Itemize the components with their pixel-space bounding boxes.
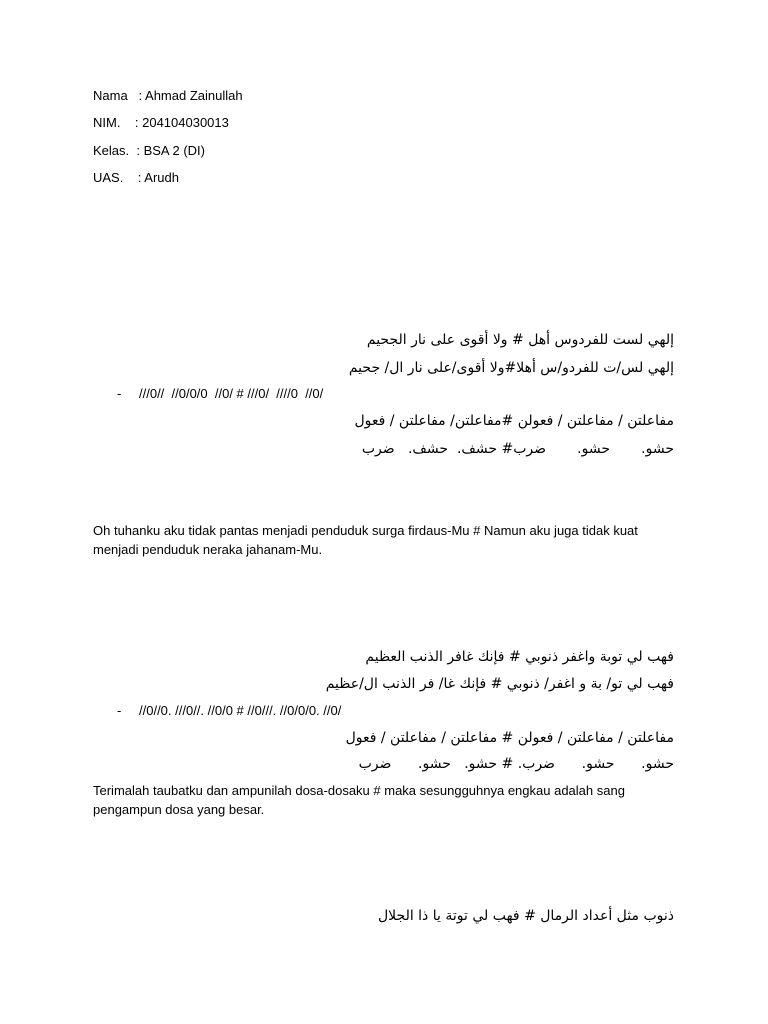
list-dash: - (117, 386, 122, 401)
student-class: Kelas. : BSA 2 (DI) (93, 143, 205, 158)
verse-2-tafilah: مفاعلتن / مفاعلتن / فعولن # مفاعلتن / مفاعلتن / فعول (345, 730, 674, 746)
verse-1-pattern: ///0// //0/0/0 //0/ # ///0/ ////0 //0/ (139, 386, 324, 401)
verse-2-pattern: //0//0. ///0//. //0/0 # //0///. //0/0/0. //0/ (139, 703, 342, 718)
verse-2-translation: Terimalah taubatku dan ampunilah dosa-dosaku # maka sesungguhnya engkau adalah sang pengampun dosa yang besar. (93, 783, 625, 817)
list-dash: - (117, 703, 122, 718)
verse-1-tafilah: مفاعلتن / مفاعلتن / فعولن #مفاعلتن/ مفاعلتن / فعول (354, 413, 674, 429)
verse-1-translation: Oh tuhanku aku tidak pantas menjadi penduduk surga firdaus-Mu # Namun aku juga tidak kuat menjadi penduduk neraka jahanam-Mu. (93, 523, 638, 557)
exam-subject: UAS. : Arudh (93, 170, 179, 185)
student-nim: NIM. : 204104030013 (93, 115, 229, 130)
verse-2-role: حشو. حشو. ضرب. # حشو. حشو. ضرب (358, 756, 674, 772)
verse-2-split: فهب لي تو/ بة و اغفر/ ذنوبي # فإنك غا/ فر الذنب ال/عظيم (325, 676, 674, 692)
verse-1-role: حشو. حشو. ضرب# حشف. حشف. ضرب (361, 441, 674, 457)
verse-3: ذنوب مثل أعداد الرمال # فهب لي توتة يا ذا الجلال (378, 908, 674, 924)
verse-1-split: إلهي لس/ت للفردو/س أهلا#ولا أقوى/على نار ال/ جحيم (348, 360, 674, 376)
verse-2: فهب لي توبة واغفر ذنوبي # فإنك غافر الذنب العظيم (365, 649, 674, 665)
student-name: Nama : Ahmad Zainullah (93, 88, 243, 103)
verse-1: إلهي لست للفردوس أهل # ولا أقوى على نار الجحيم (366, 332, 674, 348)
